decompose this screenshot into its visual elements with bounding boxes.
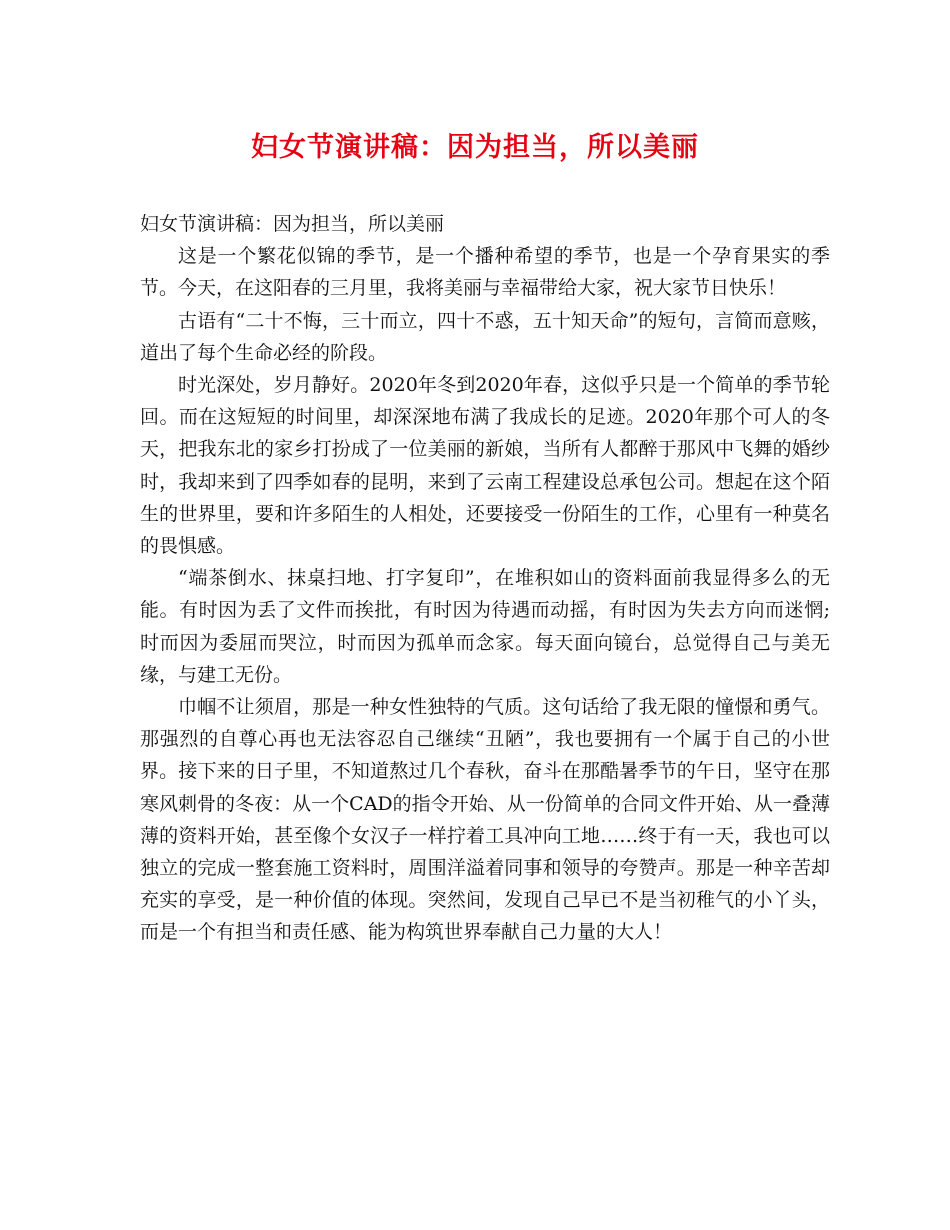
document-subtitle: 妇女节演讲稿：因为担当，所以美丽: [140, 213, 445, 235]
paragraph-1: 这是一个繁花似锦的季节，是一个播种希望的季节，也是一个孕育果实的季节。今天，在这阳春的三月里，我将美丽与幸福带给大家，祝大家节日快乐！: [140, 245, 830, 300]
paragraph-3: 时光深处，岁月静好。2020年冬到2020年春，这似乎只是一个简单的季节轮回。而在这短短的时间里，却深深地布满了我成长的足迹。2020年那个可人的冬天，把我东北的家乡打扮成了一位美丽的新娘，当所有人都醉于那风中飞舞的婚纱时，我却来到了四季如春的昆明，来到了云南工程建设总承包公司。想起在这个陌生的世界里，要和许多陌生的人相处，还要接受一份陌生的工作，心里有一种莫名的畏惧感。: [140, 374, 830, 558]
paragraph-4: “端茶倒水、抹桌扫地、打字复印”，在堆积如山的资料面前我显得多么的无能。有时因为丢了文件而挨批，有时因为待遇而动摇，有时因为失去方向而迷惘;时而因为委屈而哭泣，时而因为孤单而念家。每天面向镜台，总觉得自己与美无缘，与建工无份。: [140, 567, 830, 686]
document-title: 妇女节演讲稿：因为担当，所以美丽: [251, 132, 699, 163]
paragraph-5: 巾帼不让须眉，那是一种女性独特的气质。这句话给了我无限的憧憬和勇气。那强烈的自尊心再也无法容忍自己继续“丑陋”，我也要拥有一个属于自己的小世界。接下来的日子里，不知道熬过几个春秋，奋斗在那酷暑季节的午日，坚守在那寒风刺骨的冬夜：从一个CAD的指令开始、从一份简单的合同文件开始、从一叠薄薄的资料开始，甚至像个女汉子一样拧着工具冲向工地……终于有一天，我也可以独立的完成一整套施工资料时，周围洋溢着同事和领导的夸赞声。那是一种辛苦却充实的享受，是一种价值的体现。突然间，发现自己早已不是当初稚气的小丫头，而是一个有担当和责任感、能为构筑世界奉献自己力量的大人！: [140, 696, 830, 944]
document-body: [140, 208, 830, 949]
paragraph-2: 古语有“二十不悔，三十而立，四十不惑，五十知天命”的短句，言简而意赅，道出了每个生命必经的阶段。: [140, 309, 830, 364]
